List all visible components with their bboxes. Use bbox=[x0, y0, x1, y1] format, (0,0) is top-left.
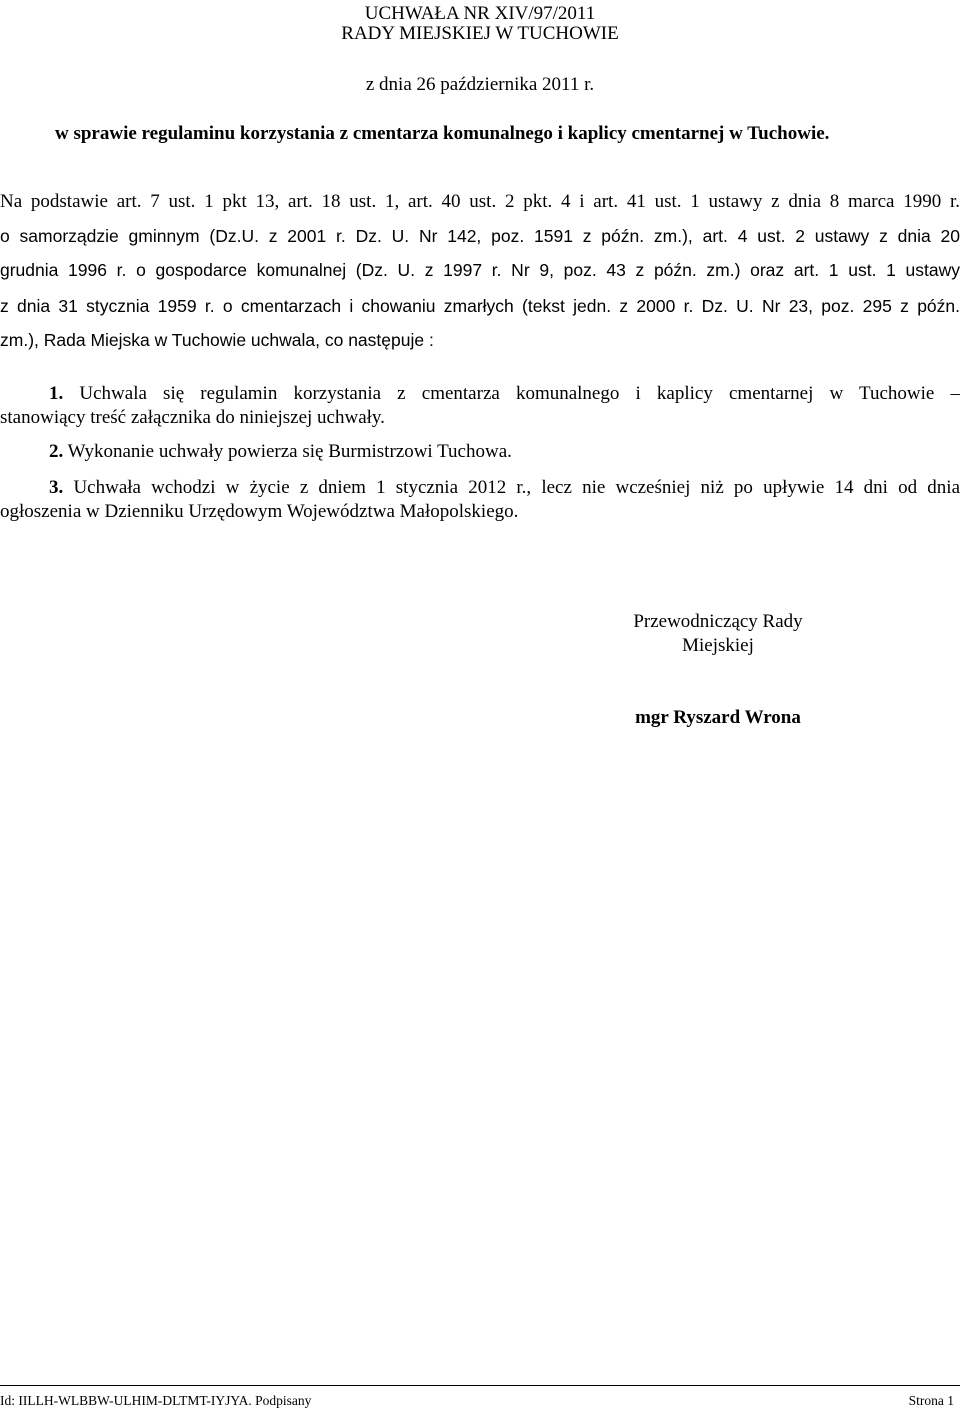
section-3-line-2: ogłoszenia w Dzienniku Urzędowym Województwa Małopolskiego. bbox=[0, 501, 519, 522]
section-3-number: 3. bbox=[49, 477, 64, 498]
section-1-line-2: stanowiący treść załącznika do niniejszej uchwały. bbox=[0, 407, 385, 428]
signature-role-line-1: Przewodniczący Rady bbox=[633, 611, 803, 632]
council-name: RADY MIEJSKIEJ W TUCHOWIE bbox=[341, 23, 619, 44]
footer-divider bbox=[0, 1385, 960, 1386]
legal-basis-line-3: grudnia 1996 r. o gospodarce komunalnej (Dz. U. z 1997 r. Nr 9, poz. 43 z późn. zm.) oraz art. 1 ust. 1 ustawy bbox=[0, 260, 960, 280]
resolution-subject: w sprawie regulaminu korzystania z cmentarza komunalnego i kaplicy cmentarnej w Tuchowie. bbox=[55, 123, 830, 144]
section-3-line-1 bbox=[0, 476, 960, 500]
signatory-name: mgr Ryszard Wrona bbox=[635, 707, 801, 728]
legal-basis-line-1: Na podstawie art. 7 ust. 1 pkt 13, art. 18 ust. 1, art. 40 ust. 2 pkt. 4 i art. 41 ust. 1 ustawy z dnia 8 marca 1990 r. bbox=[0, 191, 960, 212]
resolution-title: UCHWAŁA NR XIV/97/2011 bbox=[364, 3, 596, 24]
section-2 bbox=[49, 440, 512, 464]
legal-basis-line-2: o samorządzie gminnym (Dz.U. z 2001 r. Dz. U. Nr 142, poz. 1591 z późn. zm.), art. 4 ust. 2 ustawy z dnia 20 bbox=[0, 226, 960, 246]
section-3-text: Uchwała wchodzi w życie z dniem 1 stycznia 2012 r., lecz nie wcześniej niż po upływie 14 dni od dnia bbox=[73, 477, 960, 498]
resolution-date: z dnia 26 października 2011 r. bbox=[365, 74, 595, 95]
legal-basis-line-4: z dnia 31 stycznia 1959 r. o cmentarzach i chowaniu zmarłych (tekst jedn. z 2000 r. Dz. U. Nr 23, poz. 295 z późn. bbox=[0, 296, 960, 316]
signature-role-line-2: Miejskiej bbox=[682, 635, 754, 656]
section-2-number: 2. bbox=[49, 441, 64, 462]
section-2-text: Wykonanie uchwały powierza się Burmistrzowi Tuchowa. bbox=[67, 441, 512, 462]
document-id: Id: IILLH-WLBBW-ULHIM-DLTMT-IYJYA. Podpisany bbox=[0, 1393, 312, 1408]
section-1-line-1 bbox=[0, 382, 960, 406]
page-number: Strona 1 bbox=[908, 1393, 954, 1408]
section-1-number: 1. bbox=[49, 383, 64, 404]
section-1-text: Uchwala się regulamin korzystania z cmentarza komunalnego i kaplicy cmentarnej w Tuchowie – bbox=[79, 383, 960, 404]
legal-basis-line-5: zm.), Rada Miejska w Tuchowie uchwala, co następuje : bbox=[0, 330, 434, 350]
